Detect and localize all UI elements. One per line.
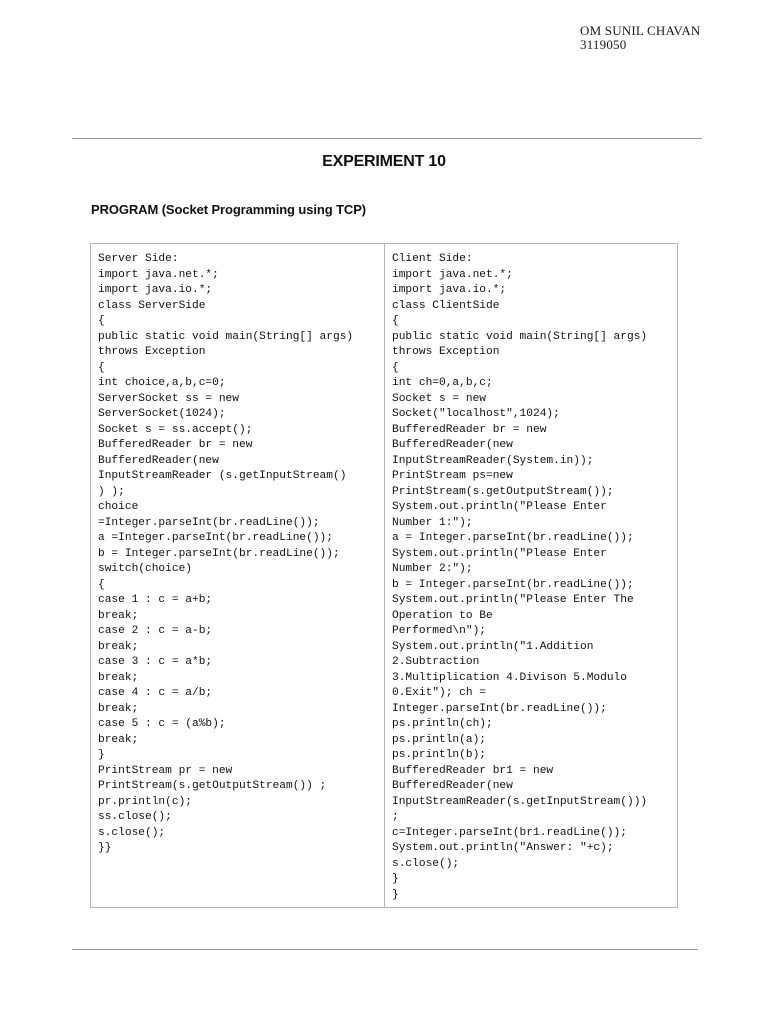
author-id: 3119050 — [580, 37, 627, 52]
server-code-line: import java.io.*; — [98, 284, 213, 296]
client-code-line: BufferedReader(new — [392, 439, 513, 451]
client-code-line: } — [392, 873, 399, 885]
client-code-line: ps.println(a); — [392, 733, 486, 746]
server-code-line: } — [98, 749, 105, 761]
client-code-line: { — [392, 361, 399, 374]
server-code-line: PrintStream pr = new — [98, 764, 233, 777]
server-code-column — [91, 244, 385, 907]
client-code-line: class ClientSide — [392, 299, 500, 312]
server-code-line: case 5 : c = (a%b); — [98, 718, 226, 730]
client-code-line: a = Integer.parseInt(br.readLine()); — [392, 532, 634, 544]
server-code-line: ServerSocket ss = new — [98, 392, 239, 405]
code-table — [90, 243, 678, 908]
client-code-line: Integer.parseInt(br.readLine()); — [392, 702, 607, 715]
author-name: OM SUNIL CHAVAN — [580, 23, 701, 38]
client-code-line: c=Integer.parseInt(br1.readLine()); — [392, 826, 627, 839]
server-code-line: break; — [98, 640, 139, 653]
server-code-line: int choice,a,b,c=0; — [98, 377, 226, 389]
client-code-line: b = Integer.parseInt(br.readLine()); — [392, 578, 634, 591]
server-code-line: class ServerSide — [98, 299, 206, 312]
client-code-line: InputStreamReader(System.in)); — [392, 454, 594, 467]
client-code-line: PrintStream(s.getOutputStream()); — [392, 485, 614, 498]
client-code-line: 2.Subtraction — [392, 656, 480, 668]
client-code-line: System.out.println("Answer: "+c); — [392, 842, 614, 854]
server-code-line: public static void main(String[] args) — [98, 330, 354, 343]
client-code-line: BufferedReader br1 = new — [392, 764, 554, 777]
server-code-line: =Integer.parseInt(br.readLine()); — [98, 516, 320, 529]
client-code-line: System.out.println("Please Enter The — [392, 594, 634, 606]
server-code-line: Socket s = ss.accept(); — [98, 423, 253, 436]
client-code-line: import java.io.*; — [392, 284, 507, 296]
author-info — [580, 24, 701, 52]
client-code-line: Socket("localhost",1024); — [392, 408, 560, 420]
server-code-line: ) ); — [98, 485, 125, 498]
server-code-line: choice — [98, 501, 139, 513]
server-code-line: BufferedReader(new — [98, 454, 219, 467]
client-code-line: BufferedReader br = new — [392, 423, 547, 436]
client-code-line: int ch=0,a,b,c; — [392, 377, 493, 389]
server-code-line: { — [98, 315, 105, 327]
server-code-line: case 4 : c = a/b; — [98, 687, 213, 699]
client-code-line: Number 1:"); — [392, 516, 473, 529]
server-code-line: import java.net.*; — [98, 268, 219, 281]
client-code-line: { — [392, 315, 399, 327]
client-code-line: System.out.println("Please Enter — [392, 501, 607, 513]
server-code-line: ServerSocket(1024); — [98, 408, 226, 420]
client-code-line: 3.Multiplication 4.Divison 5.Modulo — [392, 671, 627, 684]
program-heading: PROGRAM (Socket Programming using TCP) — [91, 202, 367, 217]
server-code-line: PrintStream(s.getOutputStream()) ; — [98, 780, 327, 792]
server-code-line: a =Integer.parseInt(br.readLine()); — [98, 532, 333, 544]
server-code-line: b = Integer.parseInt(br.readLine()); — [98, 547, 340, 560]
server-code-line: BufferedReader br = new — [98, 439, 253, 451]
server-code-line: { — [98, 578, 105, 591]
client-code-line: Performed\n"); — [392, 625, 486, 637]
server-code-line: case 1 : c = a+b; — [98, 594, 213, 606]
top-divider — [72, 138, 702, 139]
experiment-title: EXPERIMENT 10 — [322, 153, 446, 170]
client-code-line: ps.println(ch); — [392, 718, 493, 730]
client-code-line: 0.Exit"); ch = — [392, 687, 486, 699]
server-code-line: break; — [98, 702, 139, 715]
client-code-line: BufferedReader(new — [392, 780, 513, 792]
client-code-line: s.close(); — [392, 857, 460, 870]
client-code-line: Number 2:"); — [392, 563, 473, 575]
client-code-line: public static void main(String[] args) — [392, 330, 648, 343]
server-code-line: InputStreamReader (s.getInputStream() — [98, 470, 347, 482]
client-code-line: throws Exception — [392, 346, 500, 358]
server-code-line: Server Side: — [98, 253, 179, 265]
server-code-line: ss.close(); — [98, 811, 172, 823]
client-code-line: Client Side: — [392, 253, 473, 265]
client-code-line: PrintStream ps=new — [392, 470, 513, 482]
client-code-line: ps.println(b); — [392, 749, 486, 761]
client-code-line: } — [392, 888, 399, 901]
client-code-line: System.out.println("Please Enter — [392, 547, 607, 560]
server-code-line: break; — [98, 609, 139, 622]
client-code-line: Socket s = new — [392, 392, 486, 405]
client-code-column — [385, 244, 677, 907]
server-code-line: s.close(); — [98, 826, 166, 839]
server-code-line: }} — [98, 842, 112, 854]
client-code-line: InputStreamReader(s.getInputStream())) — [392, 795, 648, 808]
server-code-line: switch(choice) — [98, 563, 192, 575]
client-code-line: System.out.println("1.Addition — [392, 640, 594, 653]
client-code-line: ; — [392, 811, 399, 823]
server-code-line: pr.println(c); — [98, 795, 192, 808]
server-code-line: { — [98, 361, 105, 374]
server-code-line: break; — [98, 671, 139, 684]
server-code-line: throws Exception — [98, 346, 206, 358]
client-code-line: import java.net.*; — [392, 268, 513, 281]
bottom-divider — [72, 949, 698, 950]
server-code-line: case 2 : c = a-b; — [98, 625, 213, 637]
server-code-line: break; — [98, 733, 139, 746]
server-code-line: case 3 : c = a*b; — [98, 656, 213, 668]
client-code-line: Operation to Be — [392, 609, 493, 622]
